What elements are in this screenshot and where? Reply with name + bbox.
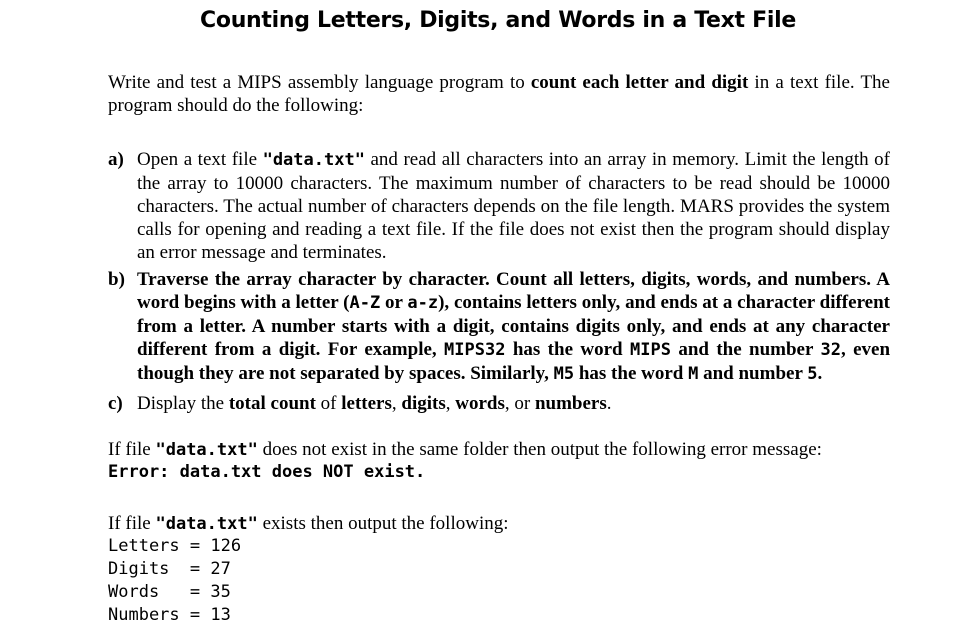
output-digits-line: Digits = 27	[108, 559, 231, 579]
list-label-a: a)	[108, 149, 124, 170]
exists-paragraph: If file "data.txt" exists then output the following:	[108, 513, 509, 534]
list-item-c: c) Display the total count of letters, digits, words, or numbers.	[108, 393, 612, 414]
output-numbers-line: Numbers = 13	[108, 605, 231, 625]
output-letters-line: Letters = 126	[108, 536, 242, 556]
list-label-c: c)	[108, 393, 123, 414]
intro-paragraph: Write and test a MIPS assembly language program to count each letter and digit in a text file. The program should do the following:	[108, 72, 890, 116]
error-message-output: Error: data.txt does NOT exist.	[108, 462, 426, 482]
page-title: Counting Letters, Digits, and Words in a Text File	[200, 8, 796, 33]
list-item-a: a) Open a text file "data.txt" and read all characters into an array in memory. Limit the length of the array to 10000 characters. The maximum number of characters to be read should be 10000 characters. The actual number of characters depends on the file length. MARS provides the system calls for opening and reading a text file. If the file does not exist then the program should display an error message and terminates.	[108, 149, 890, 263]
requirements-list	[108, 148, 890, 415]
filename-text: "data.txt"	[262, 150, 365, 170]
not-exist-paragraph: If file "data.txt" does not exist in the same folder then output the following error message:	[108, 439, 822, 460]
output-words-line: Words = 35	[108, 582, 231, 602]
list-item-b: b) Traverse the array character by character. Count all letters, digits, words, and numbers. A word begins with a letter (A-Z or a-z), contains letters only, and ends at a character different from a letter. A number starts with a digit, contains digits only, and ends at any character different from a digit. For example, MIPS32 has the word MIPS and the number 32, even though they are not separated by spaces. Similarly, M5 has the word M and number 5.	[108, 269, 891, 384]
list-label-b: b)	[108, 269, 125, 290]
